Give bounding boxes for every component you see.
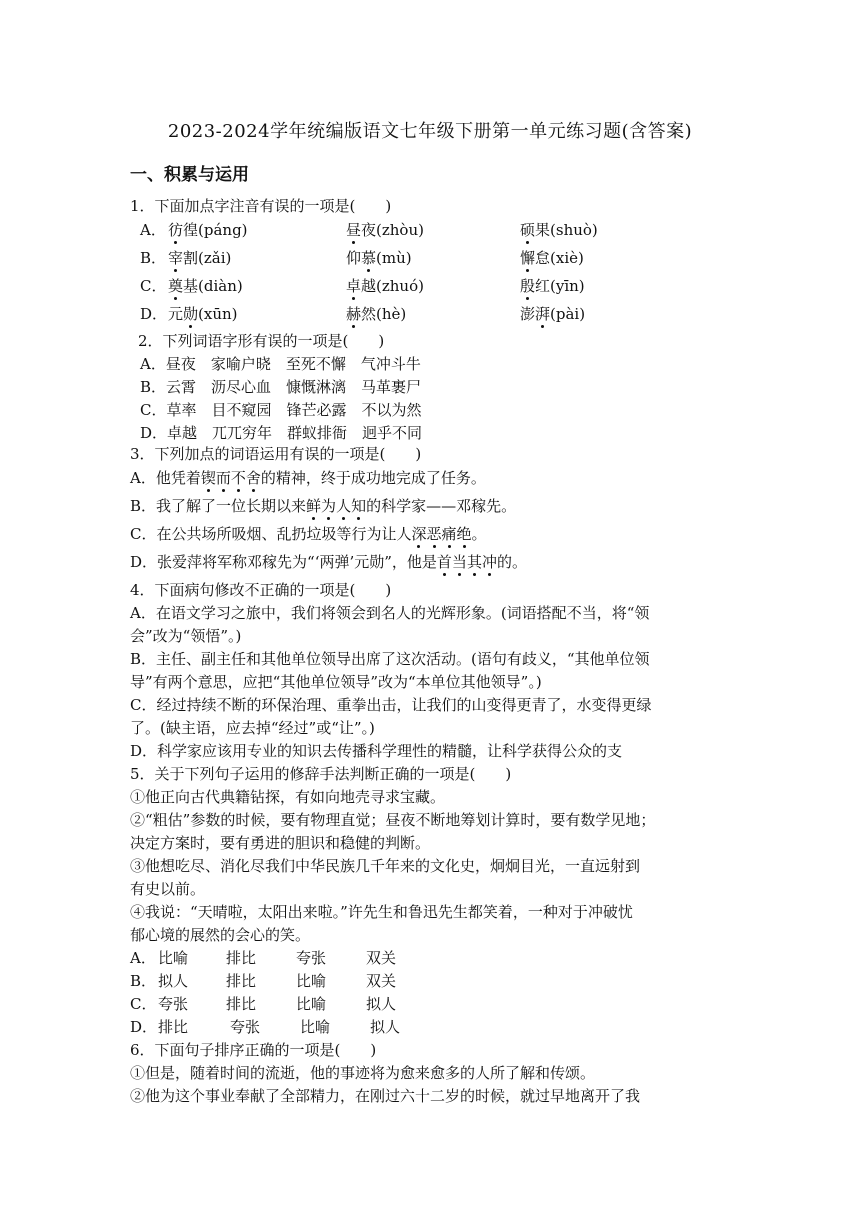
question-1-stem: 1．下面加点字注音有误的一项是( ) <box>130 197 392 215</box>
q4-line: 导”有两个意思，应把“其他单位领导”改为“本单位其他领导”。) <box>130 673 542 691</box>
q1-option-label: D． <box>140 305 168 323</box>
q2-option: C．草率 目不窥园 锋芒必露 不以为然 <box>140 401 422 419</box>
q5-option-cell: 双关 <box>366 972 397 990</box>
q4-line: B．主任、副主任和其他单位领导出席了这次活动。(语句有歧义，“其他单位领 <box>130 650 650 668</box>
dotted-word <box>201 469 261 487</box>
q5-option-cell: 排比 <box>226 949 257 967</box>
q6-line: ①但是，随着时间的流逝，他的事迹将为愈来愈多的人所了解和传颂。 <box>130 1064 596 1082</box>
dotted-char: 恶 <box>426 525 442 543</box>
q5-option-cell: 比喻 <box>158 949 189 967</box>
q5-option-cell: 夸张 <box>296 949 327 967</box>
dotted-char: 鲜 <box>306 497 322 515</box>
page-title: 2023-2024学年统编版语文七年级下册第一单元练习题(含答案) <box>167 121 693 142</box>
q1-option-cell: 元勋(xūn) <box>168 305 238 323</box>
question-6-stem: 6．下面句子排序正确的一项是( ) <box>130 1041 377 1059</box>
dotted-char: 冲 <box>481 553 497 571</box>
dotted-char: 锲 <box>200 469 216 487</box>
dotted-char: 首 <box>436 553 452 571</box>
q5-option-cell: 拟人 <box>366 995 397 1013</box>
q3-option-d: D．张爱萍将军称邓稼先为“‘两弹’元勋”，他是首当其冲的。 <box>130 553 527 571</box>
q5-line: ③他想吃尽、消化尽我们中华民族几千年来的文化史，炯炯目光，一直远射到 <box>130 857 641 875</box>
q3-option-a: A．他凭着锲而不舍的精神，终于成功地完成了任务。 <box>130 469 486 487</box>
q5-option-label: A． <box>130 949 156 967</box>
dotted-char: 知 <box>351 497 367 515</box>
q5-option-cell: 夸张 <box>158 995 189 1013</box>
dotted-word <box>437 553 497 571</box>
question-5-stem: 5．关于下列句子运用的修辞手法判断正确的一项是( ) <box>130 765 512 783</box>
q1-option-cell: 懈怠(xiè) <box>520 249 584 267</box>
q5-option-cell: 比喻 <box>296 995 327 1013</box>
q2-option: B．云霄 沥尽心血 慷慨淋漓 马革裹尸 <box>140 378 422 396</box>
dotted-char: 人 <box>336 497 352 515</box>
section-heading: 一、积累与运用 <box>130 165 249 185</box>
q5-option-cell: 拟人 <box>370 1018 401 1036</box>
dotted-char: 深 <box>411 525 427 543</box>
dotted-char: 舍 <box>245 469 261 487</box>
dotted-char: 绝 <box>456 525 472 543</box>
q2-option: A．昼夜 家喻户晓 至死不懈 气冲斗牛 <box>140 355 421 373</box>
q5-line: ④我说：“天晴啦，太阳出来啦。”许先生和鲁迅先生都笑着，一种对于冲破忧 <box>130 903 633 921</box>
q1-option-cell: 仰慕(mù) <box>346 249 412 267</box>
dotted-char: 痛 <box>441 525 457 543</box>
q5-option-cell: 排比 <box>226 972 257 990</box>
q5-option-cell: 排比 <box>158 1018 189 1036</box>
q1-option-cell: 赫然(hè) <box>346 305 407 323</box>
q1-option-label: A． <box>140 221 166 239</box>
q5-option-cell: 排比 <box>226 995 257 1013</box>
q1-option-cell: 宰割(zǎi) <box>168 249 232 267</box>
q1-option-cell: 殷红(yīn) <box>520 277 585 295</box>
q5-option-label: C． <box>130 995 157 1013</box>
q2-option: D．卓越 兀兀穷年 群蚁排衙 迥乎不同 <box>140 424 423 442</box>
q1-option-cell: 卓越(zhuó) <box>346 277 424 295</box>
q6-line: ②他为这个事业奉献了全部精力，在刚过六十二岁的时候，就过早地离开了我 <box>130 1087 641 1105</box>
q1-option-cell: 澎湃(pài) <box>520 305 586 323</box>
dotted-char: 其 <box>466 553 482 571</box>
q1-option-label: C． <box>140 277 167 295</box>
question-2-stem: 2．下列词语字形有误的一项是( ) <box>138 332 385 350</box>
q1-option-cell: 奠基(diàn) <box>168 277 243 295</box>
q5-line: ②“粗估”参数的时候，要有物理直觉；昼夜不断地筹划计算时，要有数学见地； <box>130 811 656 829</box>
q5-line: 决定方案时，要有勇进的胆识和稳健的判断。 <box>130 834 431 852</box>
dotted-word <box>411 525 471 543</box>
q4-line: D．科学家应该用专业的知识去传播科学理性的精髓，让科学获得公众的支 <box>130 742 623 760</box>
q5-option-cell: 拟人 <box>158 972 189 990</box>
dotted-char: 不 <box>230 469 246 487</box>
q4-line: C．经过持续不断的环保治理、重拳出击，让我们的山变得更青了，水变得更绿 <box>130 696 652 714</box>
q5-line: 有史以前。 <box>130 880 206 898</box>
q3-option-c: C．在公共场所吸烟、乱扔垃圾等行为让人深恶痛绝。 <box>130 525 487 543</box>
q5-line: ①他正向古代典籍钻探，有如向地壳寻求宝藏。 <box>130 788 446 806</box>
q4-line: 会”改为“领悟”。) <box>130 627 242 645</box>
q5-option-cell: 双关 <box>366 949 397 967</box>
q5-option-cell: 夸张 <box>230 1018 261 1036</box>
dotted-char: 而 <box>215 469 231 487</box>
q5-option-label: D． <box>130 1018 158 1036</box>
q1-option-label: B． <box>140 249 167 267</box>
q1-option-cell: 昼夜(zhòu) <box>346 221 424 239</box>
q5-option-label: B． <box>130 972 157 990</box>
q3-option-b: B．我了解了一位长期以来鲜为人知的科学家——邓稼先。 <box>130 497 517 515</box>
q1-option-cell: 彷徨(páng) <box>168 221 248 239</box>
dotted-char: 为 <box>321 497 337 515</box>
question-3-stem: 3．下列加点的词语运用有误的一项是( ) <box>130 445 422 463</box>
q1-option-cell: 硕果(shuò) <box>520 221 598 239</box>
q5-option-cell: 比喻 <box>296 972 327 990</box>
question-4-stem: 4．下面病句修改不正确的一项是( ) <box>130 581 392 599</box>
q5-line: 郁心境的展然的会心的笑。 <box>130 926 311 944</box>
dotted-char: 当 <box>451 553 467 571</box>
q5-option-cell: 比喻 <box>300 1018 331 1036</box>
q4-line: 了。(缺主语，应去掉“经过”或“让”。) <box>130 719 375 737</box>
dotted-word <box>306 497 366 515</box>
q4-line: A．在语文学习之旅中，我们将领会到名人的光辉形象。(词语搭配不当，将“领 <box>130 604 650 622</box>
